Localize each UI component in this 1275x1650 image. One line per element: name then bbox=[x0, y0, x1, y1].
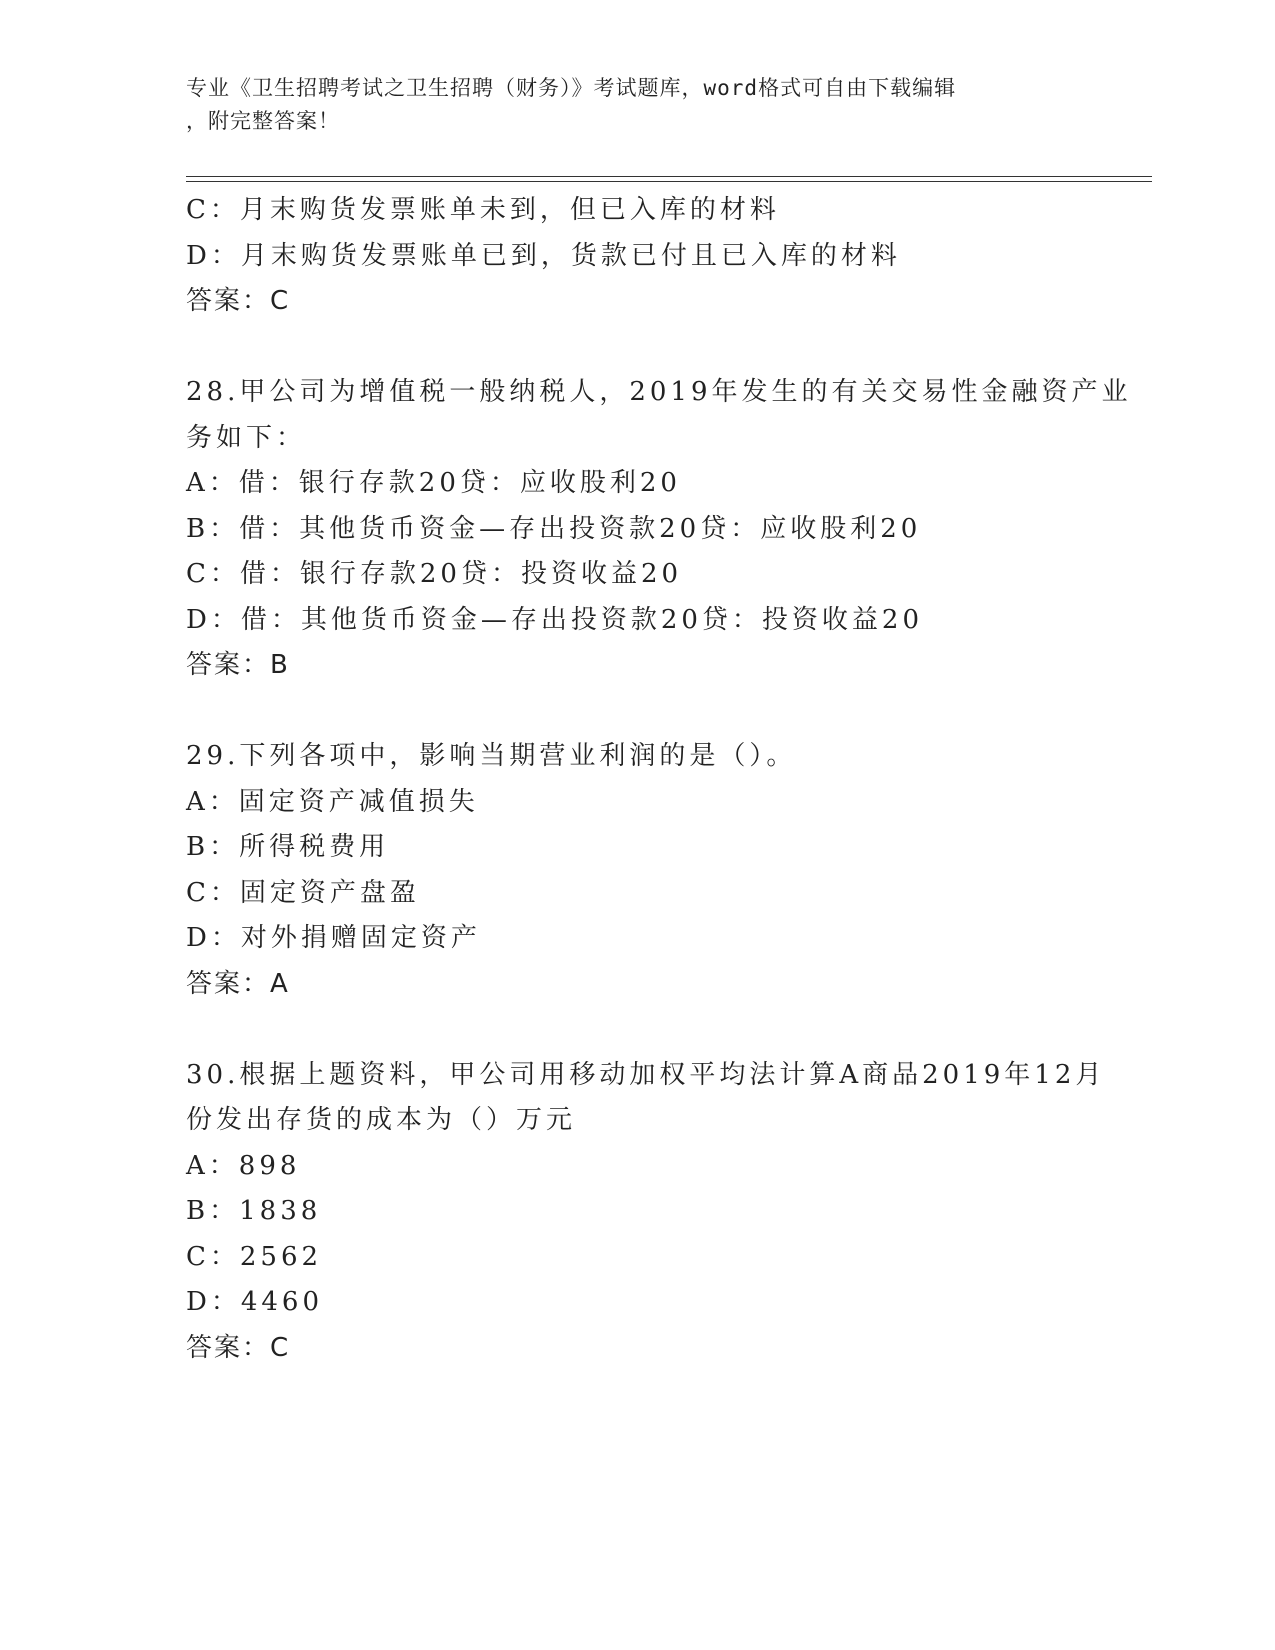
option-c: C：借：银行存款20贷：投资收益20 bbox=[186, 559, 683, 589]
option-b: B：借：其他货币资金—存出投资款20贷：应收股利20 bbox=[186, 513, 922, 544]
option-d: D：对外捐赠固定资产 bbox=[186, 923, 481, 953]
document-header bbox=[186, 72, 1086, 138]
answer-line: 答案：C bbox=[186, 1332, 291, 1363]
question-30 bbox=[186, 1053, 1136, 1372]
spacer bbox=[186, 325, 1136, 371]
header-divider bbox=[186, 176, 1152, 182]
option-c: C：固定资产盘盈 bbox=[186, 877, 420, 908]
spacer bbox=[186, 1007, 1136, 1053]
answer-line: 答案：C bbox=[186, 286, 291, 316]
answer-line: 答案：A bbox=[186, 968, 290, 999]
question-content bbox=[186, 188, 1136, 1371]
option-a: A：借：银行存款20贷：应收股利20 bbox=[186, 468, 681, 498]
question-stem-line-2: 份发出存货的成本为（）万元 bbox=[186, 1105, 577, 1135]
answer-line: 答案：B bbox=[186, 650, 290, 680]
option-c: C：月末购货发票账单未到，但已入库的材料 bbox=[186, 195, 780, 225]
continued-question bbox=[186, 188, 1136, 325]
option-a: A：固定资产减值损失 bbox=[186, 786, 479, 817]
option-a: A：898 bbox=[186, 1150, 301, 1181]
option-b: B：1838 bbox=[186, 1196, 322, 1226]
option-c: C：2562 bbox=[186, 1241, 323, 1272]
question-stem-line-1: 29.下列各项中，影响当期营业利润的是（）。 bbox=[186, 741, 797, 771]
question-28 bbox=[186, 370, 1136, 689]
question-stem-line-2: 务如下： bbox=[186, 422, 307, 453]
option-d: D：4460 bbox=[186, 1287, 324, 1317]
question-stem-line-1: 28.甲公司为增值税一般纳税人，2019年发生的有关交易性金融资产业 bbox=[186, 377, 1132, 407]
spacer bbox=[186, 689, 1136, 735]
header-title-line-1: 专业《卫生招聘考试之卫生招聘（财务）》考试题库，word格式可自由下载编辑 bbox=[186, 76, 957, 100]
option-b: B：所得税费用 bbox=[186, 832, 390, 862]
question-stem-line-1: 30.根据上题资料，甲公司用移动加权平均法计算A商品2019年12月 bbox=[186, 1059, 1106, 1090]
header-title-line-2: ，附完整答案！ bbox=[186, 109, 340, 133]
question-29 bbox=[186, 734, 1136, 1007]
option-d: D：借：其他货币资金—存出投资款20贷：投资收益20 bbox=[186, 604, 924, 635]
option-d: D：月末购货发票账单已到，货款已付且已入库的材料 bbox=[186, 240, 901, 271]
